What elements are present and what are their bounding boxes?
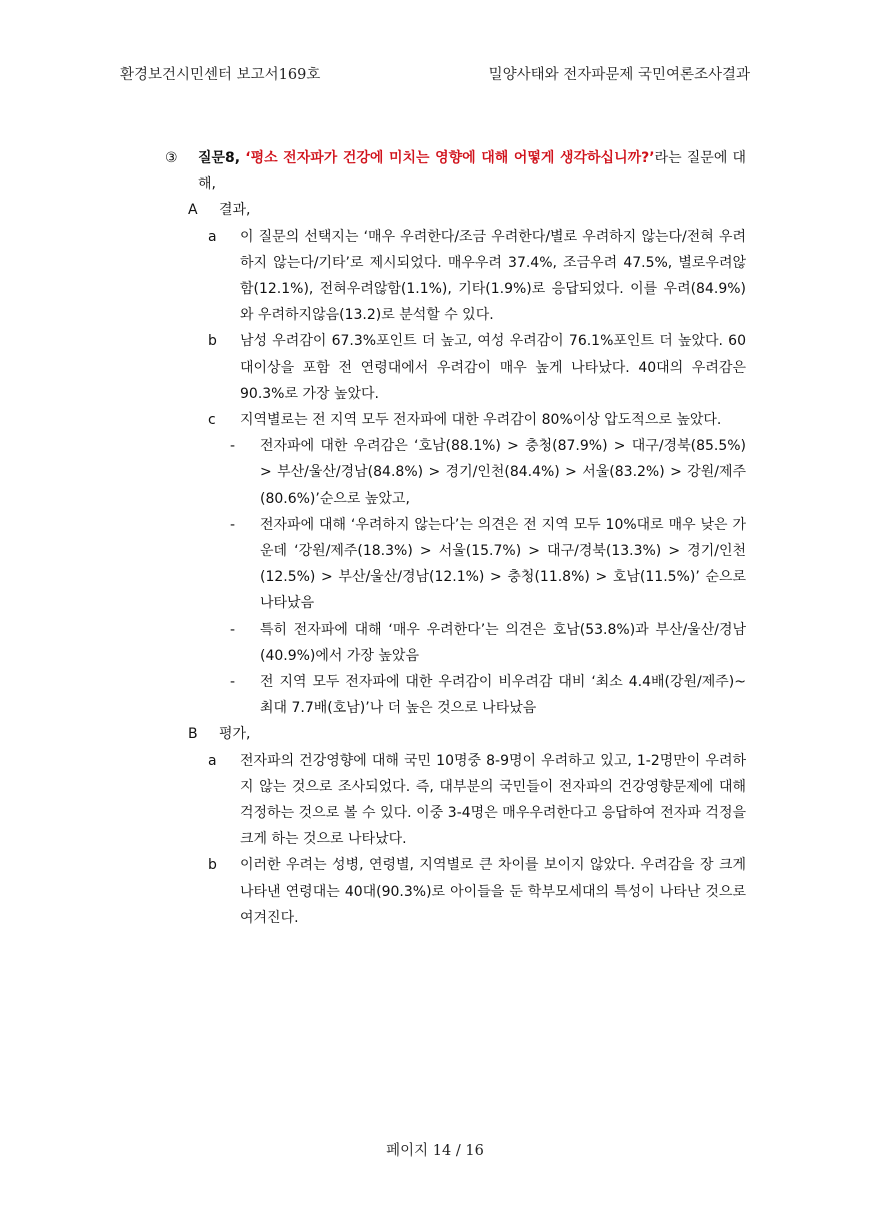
item-text: 이 질문의 선택지는 ‘매우 우려한다/조금 우려한다/별로 우려하지 않는다/전혀 우려하지 않는다/기타’로 제시되었다. 매우우려 37.4%, 조금우려 47.5%, 별로우려않함(12.1%), 전혀우려않함(1.1%), 기타(1.9%)로 응답되었다. 이를 우려(84.9%)와 우려하지않음(13.2)로 분석할 수 있다. <box>240 228 746 324</box>
list-item <box>0 407 870 433</box>
sub-item-text: 전 지역 모두 전자파에 대한 우려감이 비우려감 대비 ‘최소 4.4배(강원/제주)~최대 7.7배(호남)’나 더 높은 것으로 나타났음 <box>260 674 746 717</box>
dash-marker: - <box>230 516 236 533</box>
section-marker: B <box>188 726 198 743</box>
item-marker: a <box>208 752 217 769</box>
item-text: 남성 우려감이 67.3%포인트 더 높고, 여성 우려감이 76.1%포인트 더 높았다. 60대이상을 포함 전 연령대에서 우려감이 매우 높게 나타났다. 40대의 우려감은 90.3%로 가장 높았다. <box>240 333 746 402</box>
header-report-title: 환경보건시민센터 보고서169호 <box>120 67 321 83</box>
section-marker: A <box>188 202 198 219</box>
sub-list-item <box>0 617 870 669</box>
item-marker: b <box>208 857 217 874</box>
question-text <box>198 145 746 197</box>
item-text: 이러한 우려는 성병, 연령별, 지역별로 큰 차이를 보이지 않았다. 우려감을 장 크게 나타낸 연령대는 40대(90.3%)로 아이들을 둔 학부모세대의 특성이 나타난 것으로 여겨진다. <box>240 857 746 926</box>
item-marker: b <box>208 333 217 350</box>
sub-list-item <box>0 433 870 512</box>
item-marker: c <box>208 412 216 429</box>
page-header <box>0 63 870 87</box>
list-item <box>0 224 870 329</box>
section-heading-a <box>0 197 870 223</box>
question-suffix: 라는 질문에 대해, <box>198 150 747 193</box>
item-text: 전자파의 건강영향에 대해 국민 10명중 8-9명이 우려하고 있고, 1-2명만이 우려하지 않는 것으로 조사되었다. 즉, 대부분의 국민들이 전자파의 건강영향문제에 대해 걱정하는 것으로 볼 수 있다. 이중 3-4명은 매우우려한다고 응답하여 전자파 걱정을 크게 하는 것으로 나타났다. <box>240 752 746 848</box>
question-quote: ‘평소 전자파가 건강에 미치는 영향에 대해 어떻게 생각하십니까?’ <box>245 150 655 166</box>
header-document-title: 밀양사태와 전자파문제 국민여론조사결과 <box>488 67 750 83</box>
section-heading-b <box>0 721 870 747</box>
sub-item-text: 특히 전자파에 대해 ‘매우 우려한다’는 의견은 호남(53.8%)과 부산/울산/경남(40.9%)에서 가장 높았음 <box>260 621 746 664</box>
sub-list-item <box>0 669 870 721</box>
sub-item-text: 전자파에 대해 ‘우려하지 않는다’는 의견은 전 지역 모두 10%대로 매우 낮은 가운데 ‘강원/제주(18.3%) > 서울(15.7%) > 대구/경북(13.3%) > 경기/인천(12.5%) > 부산/울산/경남(12.1%) > 충청(11.8%) > 호남(11.5%)’ 순으로 나타났음 <box>260 516 746 612</box>
list-item <box>0 328 870 407</box>
list-item <box>0 748 870 853</box>
page-number: 페이지 14 / 16 <box>386 1143 484 1159</box>
sub-item-text: 전자파에 대한 우려감은 ‘호남(88.1%) > 충청(87.9%) > 대구/경북(85.5%) > 부산/울산/경남(84.8%) > 경기/인천(84.4%) > 서울(83.2%) > 강원/제주(80.6%)’순으로 높았고, <box>260 438 746 507</box>
page-content <box>0 145 870 931</box>
section-title: 평가, <box>219 726 251 743</box>
list-item <box>0 852 870 931</box>
item-marker: a <box>208 228 217 245</box>
question-number: ③ <box>165 150 178 166</box>
dash-marker: - <box>230 621 236 638</box>
question-block <box>0 145 870 197</box>
section-title: 결과, <box>219 202 251 219</box>
dash-marker: - <box>230 438 236 455</box>
sub-list-item <box>0 512 870 617</box>
item-text: 지역별로는 전 지역 모두 전자파에 대한 우려감이 80%이상 압도적으로 높았다. <box>240 412 722 429</box>
dash-marker: - <box>230 674 236 691</box>
question-label: 질문8, <box>198 150 241 166</box>
